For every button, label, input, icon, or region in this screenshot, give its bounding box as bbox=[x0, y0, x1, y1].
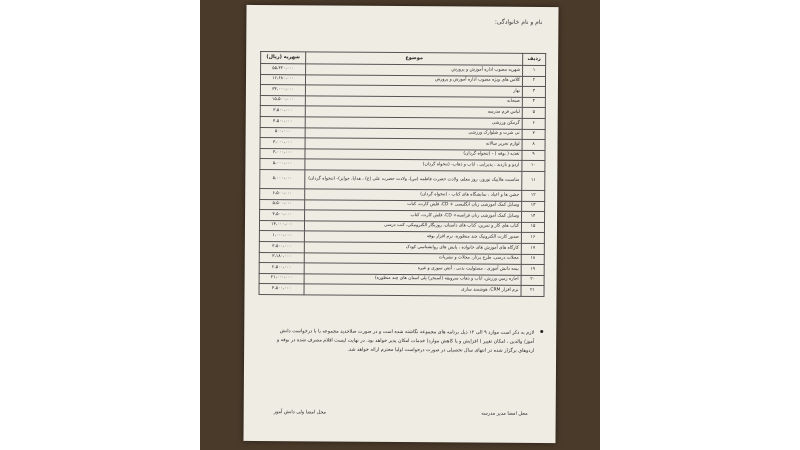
subject-cell: لباس فرم مدرسه bbox=[305, 106, 522, 118]
subject-cell: اردو و بازدید ، پذیرایی ، ایاب و ذهاب- (تنخواه گردان) bbox=[305, 159, 522, 171]
subject-cell: گرمکن ورزشی bbox=[305, 117, 522, 129]
header-row-number: ردیف bbox=[523, 53, 546, 65]
note-text: لازم به ذکر است موارد ۹ الی ۱۲ ذیل برنامه های مجموعه نگاشته شده است و در صورت صلاحدید مجموعه یا با درخواست دانش آموز/ والدین ، امکان تغییر ( افزایش و یا کاهش موارد) خدمات امکان پذیر خواهد بود. در نهایت لیست اقلام مصرف شده در بوفه و اردوهای برگزار شده در انتهای سال تحصیلی در صورت درخواست اولیا محترم ارائه خواهد شد. bbox=[276, 329, 535, 355]
row-number-cell: ۱۹ bbox=[521, 264, 544, 275]
amount-cell: ۵،۵۰۰،۰۰۰ bbox=[260, 199, 305, 210]
amount-cell: ۲۱،۰۰۰،۰۰۰ bbox=[259, 273, 304, 284]
amount-cell: ۳۳،۰۰۰،۰۰۰ bbox=[260, 85, 305, 96]
row-number-cell: ۱۵ bbox=[521, 222, 544, 233]
row-number-cell: ۱۸ bbox=[521, 254, 544, 265]
subject-cell: صبحانه bbox=[305, 96, 522, 108]
subject-cell: مناسبت ها(پیک نوروز، روز معلم، ولادت حضرت فاطمه (س)، ولادت حضرت علی (ع) ، هدایا، جوایز)- (تنخواه گردان) bbox=[305, 170, 522, 191]
fee-table-body bbox=[259, 64, 546, 297]
amount-cell: ۴،۵۰۰،۰۰۰ bbox=[259, 284, 304, 295]
amount-cell: ۳،۱۸۰،۰۰۰ bbox=[259, 252, 304, 263]
amount-cell: ۳،۰۰۰،۰۰۰ bbox=[260, 148, 305, 159]
subject-cell: شهریه مصوب اداره آموزش و پرورش bbox=[306, 64, 523, 76]
row-number-cell: ۶ bbox=[522, 118, 545, 129]
row-number-cell: ۱۶ bbox=[521, 233, 544, 244]
subject-cell: کارگاه های آموزش های خانواده ، پایش های روانشناسی کودک bbox=[304, 242, 521, 254]
note-paragraph bbox=[272, 327, 534, 356]
header-subject: موضوع bbox=[306, 52, 523, 66]
amount-cell: ۲،۵۰۰،۰۰۰ bbox=[259, 263, 304, 274]
subject-cell: جشن ها و اعیاد ، نمایشگاه های کتاب - (تنخواه گردان) bbox=[305, 189, 522, 201]
tuition-sheet bbox=[243, 5, 558, 443]
amount-cell: ۳،۵۰۰،۰۰۰ bbox=[259, 241, 304, 252]
row-number-cell: ۲ bbox=[522, 76, 545, 87]
row-number-cell: ۹ bbox=[522, 150, 545, 161]
amount-cell: ۱۶،۶۸۰،۰۰۰ bbox=[260, 74, 305, 85]
row-number-cell: ۱۴ bbox=[522, 211, 545, 222]
amount-cell: ۱۴،۰۰۰،۰۰۰ bbox=[259, 220, 304, 231]
fee-table bbox=[259, 51, 547, 297]
name-line: نام و نام خانوادگی: bbox=[494, 18, 543, 26]
subject-cell: لوازم تحریر سالانه bbox=[305, 138, 522, 150]
document-photo bbox=[200, 0, 600, 450]
subject-cell: تغذیه ( بوفه ) - (تنخواه گردان) bbox=[305, 149, 522, 161]
amount-cell: ۱،۰۰۰،۰۰۰ bbox=[259, 231, 304, 242]
row-number-cell: ۴ bbox=[522, 97, 545, 108]
guardian-signature-label: محل امضا ولی دانش آموز bbox=[273, 410, 327, 416]
subject-cell: وسایل کمک آموزشی زبان فرانسه+ CD، فلش کارت، کتاب bbox=[305, 210, 522, 222]
subject-cell: کتاب های کار و تمرین، کتاب های داستان، روزنگار الکترونیکی، کتب درسی bbox=[304, 221, 521, 233]
subject-cell: مجلات درسی، طرح پرتار، مجلات و نشریات bbox=[304, 252, 521, 264]
amount-cell: ۴،۵۰۰،۰۰۰ bbox=[260, 116, 305, 127]
row-number-cell: ۱۰ bbox=[522, 161, 545, 172]
subject-cell: بیمه دانش آموزی ، مسئولیت بدنی ، آتش سوزی و غیره bbox=[304, 263, 521, 275]
amount-cell: ۳،۵۰۰،۰۰۰ bbox=[260, 210, 305, 221]
amount-cell: ۳،۵۰۰،۰۰۰ bbox=[260, 106, 305, 117]
subject-cell: نهار bbox=[305, 85, 522, 97]
bullet-icon bbox=[540, 330, 543, 333]
subject-cell: تی شرت و شلوارک ورزشی bbox=[305, 127, 522, 139]
table-row bbox=[259, 284, 544, 297]
subject-cell: نرم افزار CRM، هوشمند سازی bbox=[304, 284, 521, 296]
row-number-cell: ۲۰ bbox=[521, 275, 544, 286]
table-row bbox=[260, 169, 545, 190]
amount-cell: ۶،۵۰۰،۰۰۰ bbox=[260, 188, 305, 199]
amount-cell: ۵،۰۰۰،۰۰۰ bbox=[260, 169, 305, 188]
amount-cell: ۵۵،۳۲۰،۰۰۰ bbox=[261, 64, 306, 75]
amount-cell: ۵،۰۰۰،۰۰۰ bbox=[260, 159, 305, 170]
row-number-cell: ۵ bbox=[522, 108, 545, 119]
row-number-cell: ۱۱ bbox=[522, 171, 545, 190]
amount-cell: ۱۵،۵۰۰،۰۰۰ bbox=[260, 95, 305, 106]
amount-cell: ۳،۰۰۰،۰۰۰ bbox=[260, 138, 305, 149]
header-amount: شهریه (ریال) bbox=[261, 52, 306, 64]
row-number-cell: ۸ bbox=[522, 139, 545, 150]
row-number-cell: ۱ bbox=[523, 65, 546, 76]
subject-cell: صدور کارت الکترونیک چند منظوره، نرم افزار بوقه bbox=[304, 231, 521, 243]
subject-cell: اجاره زمین ورزش، ایاب و ذهاب سرویقه (استخر) پلی استان های چند منظوره) bbox=[304, 274, 521, 286]
row-number-cell: ۲۱ bbox=[521, 286, 544, 297]
row-number-cell: ۱۷ bbox=[521, 243, 544, 254]
row-number-cell: ۱۳ bbox=[522, 201, 545, 212]
subject-cell: وسایل کمک آموزشی زبان انگلیسی + CD، فلش کارت، کتاب bbox=[305, 199, 522, 211]
subject-cell: کلاس های ویژه مصوب اداره آموزش و پرورش bbox=[305, 74, 522, 86]
amount-cell: ۵۰۰،۰۰۰ bbox=[260, 127, 305, 138]
principal-signature-label: محل امضا مدیر مدرسه bbox=[481, 411, 528, 417]
row-number-cell: ۷ bbox=[522, 129, 545, 140]
row-number-cell: ۳ bbox=[522, 87, 545, 98]
row-number-cell: ۱۲ bbox=[522, 190, 545, 201]
